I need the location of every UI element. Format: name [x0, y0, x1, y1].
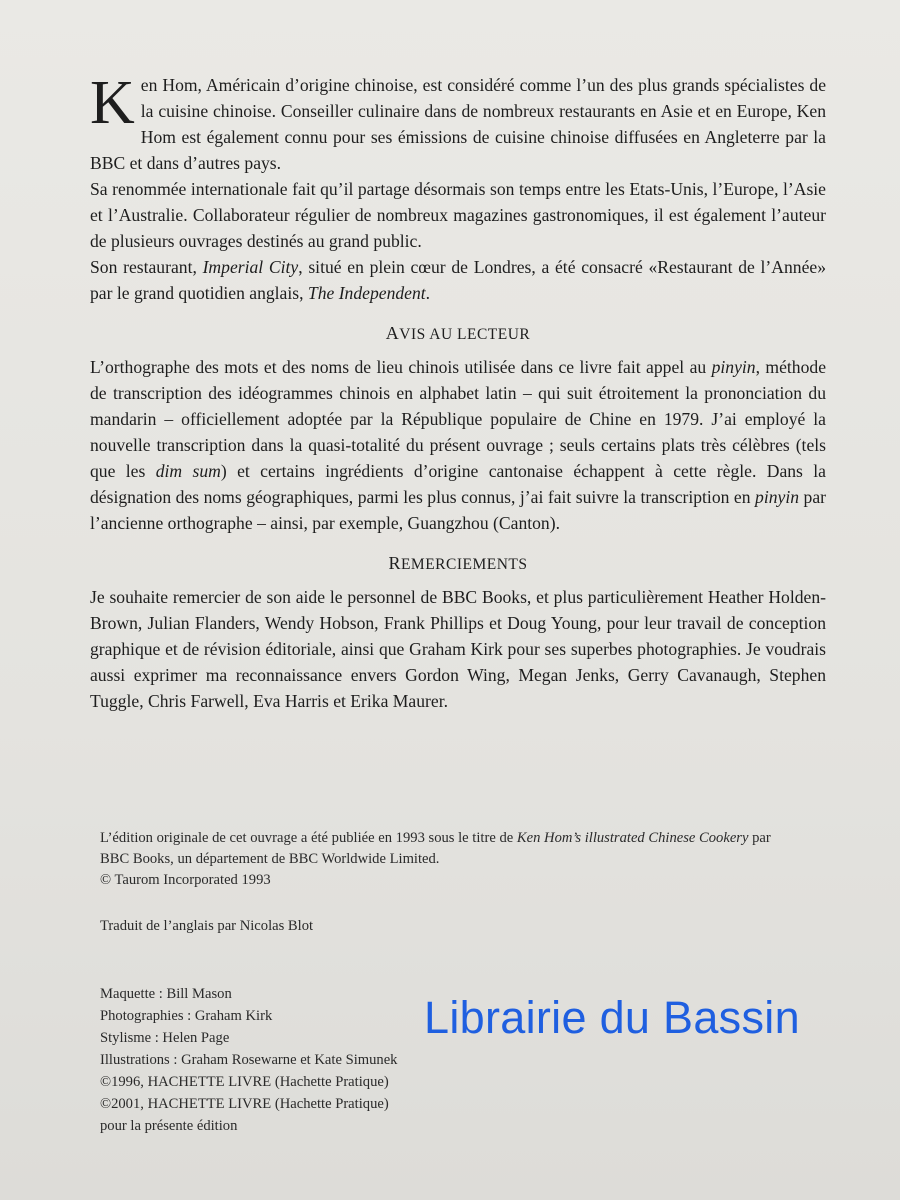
pinyin-term: pinyin [711, 357, 756, 377]
remerciements-paragraph: Je souhaite remercier de son aide le personnel de BBC Books, et plus particulièrement Heather Holden-Brown, Julian Flanders, Wendy Hobson, Frank Phillips et Doug Young, pour leur travail de conception graphique et de révision éditoriale, ainsi que Graham Kirk pour ses superbes photographies. Je voudrais aussi exprimer ma reconnaissance envers Gordon Wing, Megan Jenks, Gerry Cavanaugh, Stephen Tuggle, Chris Farwell, Eva Harris et Erika Maurer. [90, 587, 826, 711]
bookstore-watermark: Librairie du Bassin [424, 992, 800, 1043]
restaurant-text-c: . [425, 283, 431, 303]
credit-line: ©1996, HACHETTE LIVRE (Hachette Pratique) [100, 1074, 389, 1090]
newspaper-name: The Independent [307, 283, 426, 303]
credit-line: Photographies : Graham Kirk [100, 1008, 273, 1024]
intro-text: en Hom, Américain d’origine chinoise, est considéré comme l’un des plus grands spécialistes de la cuisine chinoise. Conseiller culinaire dans de nombreux restaurants en Asie et en Europe, Ken Hom est également connu pour ses émissions de cuisine chinoise diffusées en Angleterre par la BBC et dans d’autres pays. [90, 75, 826, 173]
restaurant-paragraph [90, 254, 826, 306]
remerciements-heading-rest: EMERCIEMENTS [400, 556, 528, 573]
main-text-block [90, 69, 827, 714]
remerciements-heading [90, 550, 826, 578]
avis-text-2: , méthode de transcription des idéogrammes chinois en alphabet latin – qui suit étroitement la prononciation du mandarin – officiellement adoptée par la République populaire de Chine en 1979. J’ai employé la nouvelle transcription dans la quasi-totalité du présent ouvrage ; seuls certains plats très célèbres (tels que les [90, 357, 826, 481]
translation-credit [100, 916, 800, 937]
credit-line: Illustrations : Graham Rosewarne et Kate Simunek [100, 1052, 398, 1068]
pinyin-term-2: pinyin [755, 487, 800, 507]
drop-cap: K [90, 69, 135, 137]
avis-heading-rest: VIS AU LECTEUR [399, 326, 531, 343]
reputation-paragraph: Sa renommée internationale fait qu’il partage désormais son temps entre les Etats-Unis, l’Europe, l’Asie et l’Australie. Collaborateur régulier de nombreux magazines gastronomiques, il est également l’auteur de plusieurs ouvrages destinés au grand public. [90, 179, 826, 251]
edition-text-b: par BBC Books, un département de BBC Worldwide Limited. [100, 830, 771, 867]
avis-text-4: par l’ancienne orthographe – ainsi, par exemple, Guangzhou (Canton). [90, 487, 826, 533]
avis-text-3: ) et certains ingrédients d’origine cantonaise échappent à cette règle. Dans la désignation des noms géographiques, parmi les plus connus, j’ai fait suivre la transcription en [90, 461, 826, 507]
dimsum-term: dim sum [155, 461, 221, 481]
avis-text-1: L’orthographe des mots et des noms de lieu chinois utilisée dans ce livre fait appel au [90, 357, 712, 377]
edition-text-a: L’édition originale de cet ouvrage a été publiée en 1993 sous le titre de [100, 830, 517, 846]
translation-line: Traduit de l’anglais par Nicolas Blot [100, 918, 314, 934]
restaurant-text-b: , situé en plein cœur de Londres, a été consacré «Restaurant de l’Année» par le grand quotidien anglais, [90, 257, 827, 303]
intro-paragraph [90, 69, 826, 176]
edition-notice [100, 828, 800, 891]
credit-line: ©2001, HACHETTE LIVRE (Hachette Pratique) [100, 1096, 389, 1112]
remerciements-heading-initial: R [388, 553, 401, 573]
edition-text [100, 828, 800, 870]
credit-line: Maquette : Bill Mason [100, 986, 232, 1002]
credit-line: pour la présente édition [100, 1118, 238, 1134]
copyright-line: © Taurom Incorporated 1993 [100, 872, 271, 888]
avis-paragraph [90, 354, 826, 536]
restaurant-name: Imperial City [202, 257, 299, 277]
avis-heading-initial: A [385, 323, 400, 343]
original-title: Ken Hom’s illustrated Chinese Cookery [516, 830, 749, 846]
avis-heading [90, 320, 826, 348]
restaurant-text-a: Son restaurant, [90, 257, 203, 277]
credit-line: Stylisme : Helen Page [100, 1030, 230, 1046]
